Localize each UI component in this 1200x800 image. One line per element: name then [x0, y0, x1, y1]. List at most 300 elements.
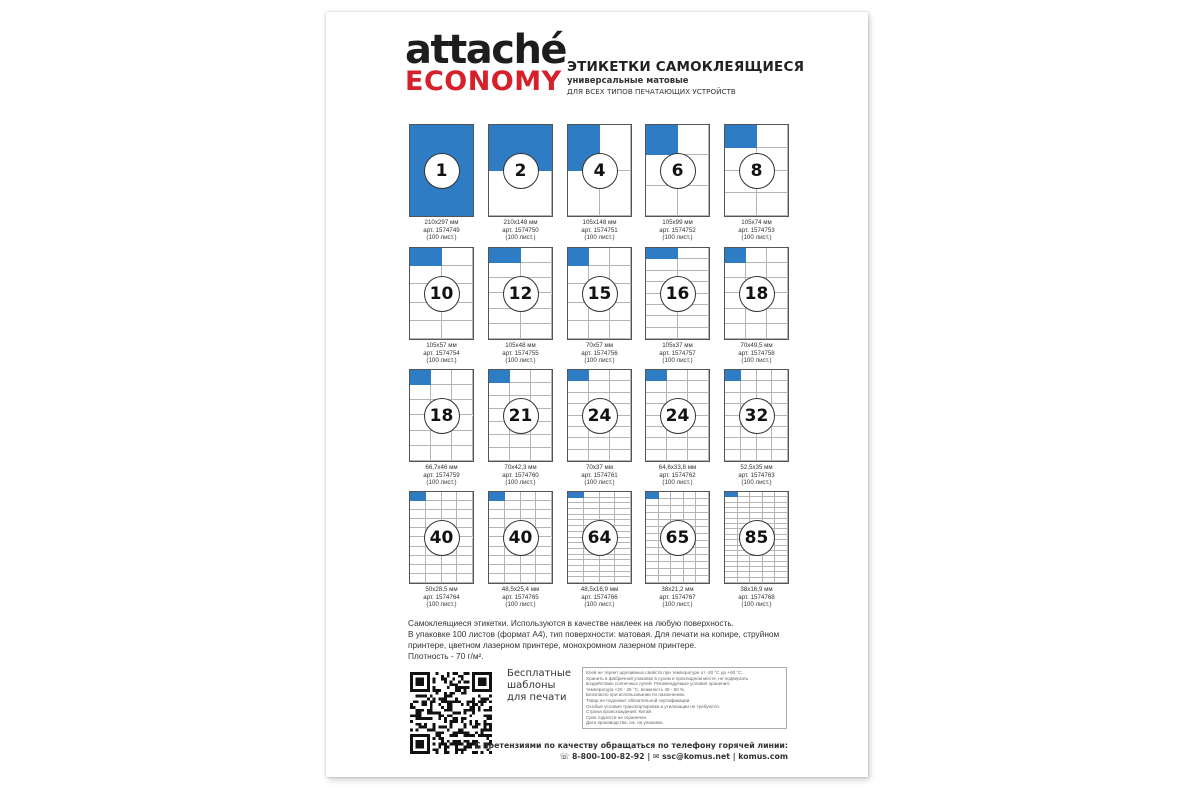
label-cell [521, 510, 537, 519]
caption-size: 50x28,5 мм [425, 586, 458, 593]
label-sheet-preview [567, 124, 632, 217]
info-line: температура +20 - 25 °С, влажность 40 - 50 %. [586, 686, 686, 692]
label-cell [684, 506, 697, 513]
label-cell [536, 501, 552, 510]
label-format-item [567, 491, 647, 609]
label-count-badge: 24 [582, 398, 618, 434]
label-cell [489, 556, 505, 565]
label-cell [725, 309, 746, 324]
label-cell [646, 527, 659, 534]
label-cell [725, 263, 746, 278]
label-cell [568, 577, 584, 583]
label-cell [568, 450, 589, 461]
label-count-badge: 12 [503, 276, 539, 312]
label-cell [646, 555, 659, 562]
caption-art: арт. 1574768 [738, 593, 775, 601]
label-cell [696, 534, 709, 541]
label-count-badge: 40 [424, 520, 460, 556]
label-cell [457, 574, 473, 583]
label-cell [489, 324, 521, 339]
highlighted-label-cell [568, 370, 589, 381]
caption-art: арт. 1574753 [738, 226, 775, 234]
caption-size: 66,7x46 мм [425, 464, 458, 471]
caption-pack: (100 лист.) [584, 357, 615, 364]
label-cell [584, 577, 600, 583]
label-cell [667, 370, 688, 381]
label-cell [489, 383, 510, 396]
free-templates-line: Бесплатные [507, 668, 571, 679]
label-format-caption [488, 342, 553, 365]
label-count-badge: 10 [424, 276, 460, 312]
caption-art: арт. 1574757 [659, 349, 696, 357]
caption-pack: (100 лист.) [741, 357, 772, 364]
label-cell [725, 381, 741, 392]
label-cell [521, 501, 537, 510]
label-cell [688, 438, 709, 449]
label-cell [589, 381, 610, 392]
label-count-badge: 16 [660, 276, 696, 312]
label-sheet-preview [488, 369, 553, 462]
label-cell [646, 427, 667, 438]
label-cell [696, 576, 709, 583]
label-cell [646, 259, 678, 270]
label-format-caption [409, 342, 474, 365]
brand-logo-top: attaché [405, 27, 567, 73]
caption-size: 64,6x33,8 мм [658, 464, 697, 471]
label-cell [610, 427, 631, 438]
label-cell [442, 321, 474, 339]
info-line: Хранить в фабричной упаковке в сухом и прохладном месте, не подвергать [586, 675, 749, 681]
label-cell [646, 499, 659, 506]
caption-pack: (100 лист.) [662, 479, 693, 486]
label-cell [659, 576, 672, 583]
label-cell [772, 416, 788, 427]
label-cell [696, 555, 709, 562]
info-line: Товар не подлежит обязательной сертификации. [586, 697, 691, 703]
label-format-caption [409, 219, 474, 242]
label-count-badge: 2 [503, 153, 539, 189]
label-cell [536, 565, 552, 574]
label-cell [646, 562, 659, 569]
label-cell [521, 324, 553, 339]
label-cell [457, 501, 473, 510]
label-cell [521, 556, 537, 565]
caption-art: арт. 1574761 [581, 471, 618, 479]
label-cell [521, 248, 553, 263]
label-cell [536, 556, 552, 565]
label-cell [646, 548, 659, 555]
label-cell [489, 547, 505, 556]
label-sheet-preview [567, 369, 632, 462]
label-cell [452, 446, 473, 461]
caption-size: 105x99 мм [662, 219, 693, 226]
label-cell [489, 501, 505, 510]
info-line: Особые условия транспортировки и утилизации не требуются. [586, 703, 721, 709]
caption-pack: (100 лист.) [505, 479, 536, 486]
caption-size: 48,5x25,4 мм [501, 586, 540, 593]
caption-size: 210x297 мм [424, 219, 459, 226]
caption-pack: (100 лист.) [662, 357, 693, 364]
label-cell [757, 370, 773, 381]
label-cell [442, 492, 458, 501]
caption-art: арт. 1574763 [738, 471, 775, 479]
label-cell [610, 393, 631, 404]
label-count-badge: 18 [424, 398, 460, 434]
highlighted-label-cell [646, 125, 678, 155]
label-format-caption [645, 586, 710, 609]
label-cell [431, 446, 452, 461]
label-sheet-preview [724, 247, 789, 340]
label-cell [489, 574, 505, 583]
caption-size: 38x16,9 мм [740, 586, 773, 593]
label-cell [589, 450, 610, 461]
label-format-item [645, 124, 725, 242]
label-cell [684, 513, 697, 520]
label-format-item [567, 369, 647, 487]
label-cell [646, 534, 659, 541]
label-cell [684, 499, 697, 506]
label-cell [738, 578, 751, 583]
label-count-badge: 24 [660, 398, 696, 434]
label-format-item [567, 247, 647, 365]
label-cell [757, 450, 773, 461]
caption-pack: (100 лист.) [584, 601, 615, 608]
label-cell [659, 499, 672, 506]
highlighted-label-cell [489, 492, 505, 501]
label-cell [457, 556, 473, 565]
label-cell [772, 438, 788, 449]
label-cell [410, 321, 442, 339]
label-cell [646, 541, 659, 548]
description-line: принтере, цветном лазерном принтере, монохромном лазерном принтере. [408, 640, 697, 650]
label-catalog-page [326, 12, 868, 777]
label-cell [442, 556, 458, 565]
label-sheet-preview [645, 247, 710, 340]
label-format-item [409, 124, 489, 242]
label-sheet-preview [409, 247, 474, 340]
label-cell [659, 562, 672, 569]
free-templates-label [507, 668, 571, 704]
label-sheet-preview [409, 369, 474, 462]
label-cell [646, 316, 678, 327]
label-cell [536, 538, 552, 547]
label-count-badge: 15 [582, 276, 618, 312]
label-cell [772, 427, 788, 438]
highlighted-label-cell [410, 248, 442, 266]
caption-art: арт. 1574754 [423, 349, 460, 357]
label-cell [696, 548, 709, 555]
label-cell [696, 499, 709, 506]
description-line: Самоклеящиеся этикетки. Используются в качестве наклеек на любую поверхность. [408, 618, 734, 628]
caption-size: 70x57 мм [585, 342, 614, 349]
label-cell [536, 528, 552, 537]
label-cell [750, 578, 763, 583]
label-cell [671, 492, 684, 499]
label-cell [505, 510, 521, 519]
hotline-text: С претензиями по качеству обращаться по телефону горячей линии: [474, 741, 788, 750]
label-format-caption [488, 464, 553, 487]
label-format-item [645, 491, 725, 609]
label-cell [646, 381, 667, 392]
product-description [408, 618, 808, 662]
label-cell [767, 263, 788, 278]
label-format-caption [645, 464, 710, 487]
label-cell [684, 555, 697, 562]
caption-pack: (100 лист.) [584, 479, 615, 486]
label-sheet-preview [724, 369, 789, 462]
label-format-caption [724, 464, 789, 487]
label-format-item [488, 247, 568, 365]
label-cell [426, 565, 442, 574]
label-cell [568, 438, 589, 449]
label-cell [646, 520, 659, 527]
label-cell [767, 309, 788, 324]
label-cell [610, 381, 631, 392]
label-count-badge: 32 [739, 398, 775, 434]
label-format-caption [724, 219, 789, 242]
label-count-badge: 6 [660, 153, 696, 189]
label-format-caption [567, 219, 632, 242]
label-count-badge: 18 [739, 276, 775, 312]
caption-art: арт. 1574762 [659, 471, 696, 479]
label-sheet-preview [488, 247, 553, 340]
label-cell [746, 248, 767, 263]
label-cell [671, 513, 684, 520]
label-cell [775, 578, 788, 583]
label-cell [426, 492, 442, 501]
label-cell [684, 569, 697, 576]
label-format-item [488, 369, 568, 487]
label-cell [457, 492, 473, 501]
label-cell [688, 370, 709, 381]
label-cell [667, 450, 688, 461]
label-sheet-preview [488, 491, 553, 584]
label-format-caption [645, 219, 710, 242]
label-cell [610, 438, 631, 449]
label-cell [671, 499, 684, 506]
caption-art: арт. 1574750 [502, 226, 539, 234]
label-cell [696, 506, 709, 513]
label-cell [410, 574, 426, 583]
label-cell [536, 574, 552, 583]
caption-art: арт. 1574755 [502, 349, 539, 357]
label-cell [741, 381, 757, 392]
highlighted-label-cell [725, 125, 757, 148]
product-title: ЭТИКЕТКИ САМОКЛЕЯЩИЕСЯ [567, 59, 805, 75]
label-cell [684, 562, 697, 569]
caption-size: 105x57 мм [426, 342, 457, 349]
label-format-item [724, 369, 804, 487]
label-cell [746, 324, 767, 339]
label-format-caption [724, 586, 789, 609]
label-count-badge: 1 [424, 153, 460, 189]
label-sheet-preview [724, 124, 789, 217]
label-format-caption [409, 586, 474, 609]
caption-pack: (100 лист.) [662, 234, 693, 241]
label-cell [696, 569, 709, 576]
label-cell [684, 492, 697, 499]
label-cell [505, 492, 521, 501]
label-cell [688, 381, 709, 392]
label-cell [725, 193, 757, 216]
caption-pack: (100 лист.) [505, 234, 536, 241]
info-line: Дата производства: см. на упаковке. [586, 720, 664, 726]
caption-size: 105x37 мм [662, 342, 693, 349]
label-cell [772, 370, 788, 381]
label-cell [684, 576, 697, 583]
label-format-item [724, 124, 804, 242]
label-cell [410, 519, 426, 528]
label-cell [568, 427, 589, 438]
label-cell [452, 370, 473, 385]
label-cell [646, 393, 667, 404]
label-cell [646, 186, 678, 216]
description-line: Плотность - 70 г/м². [408, 651, 484, 661]
label-cell [457, 538, 473, 547]
label-cell [442, 501, 458, 510]
label-cell [410, 385, 431, 400]
label-cell [671, 562, 684, 569]
caption-art: арт. 1574759 [423, 471, 460, 479]
label-cell [600, 577, 616, 583]
caption-size: 48,5x16,9 мм [580, 586, 619, 593]
label-sheet-preview [724, 491, 789, 584]
caption-pack: (100 лист.) [662, 601, 693, 608]
label-cell [646, 438, 667, 449]
caption-size: 38x21,2 мм [661, 586, 694, 593]
label-cell [646, 513, 659, 520]
highlighted-label-cell [646, 370, 667, 381]
label-cell [667, 381, 688, 392]
highlighted-label-cell [568, 248, 589, 266]
label-cell [489, 565, 505, 574]
label-cell [646, 576, 659, 583]
label-cell [589, 321, 610, 339]
label-cell [646, 328, 678, 339]
label-format-item [645, 247, 725, 365]
label-cell [426, 501, 442, 510]
label-cell [772, 393, 788, 404]
highlighted-label-cell [489, 248, 521, 263]
label-cell [659, 569, 672, 576]
label-cell [696, 541, 709, 548]
caption-art: арт. 1574758 [738, 349, 775, 357]
label-cell [489, 448, 510, 461]
label-cell [457, 547, 473, 556]
label-cell [410, 510, 426, 519]
label-cell [536, 519, 552, 528]
info-line: Безопасно при использовании по назначению. [586, 692, 686, 698]
label-cell [725, 427, 741, 438]
label-cell [589, 370, 610, 381]
label-cell [772, 450, 788, 461]
description-line: В упаковке 100 листов (формат А4), тип поверхности: матовая. Для печати на копире, струйном [408, 629, 780, 639]
label-format-item [724, 247, 804, 365]
label-sheet-preview [488, 124, 553, 217]
label-cell [696, 513, 709, 520]
label-cell [568, 393, 589, 404]
label-cell [678, 186, 710, 216]
label-sheet-preview [645, 124, 710, 217]
label-cell [678, 316, 710, 327]
caption-pack: (100 лист.) [426, 357, 457, 364]
label-cell [610, 248, 631, 266]
label-cell [531, 448, 552, 461]
label-format-caption [567, 586, 632, 609]
caption-pack: (100 лист.) [505, 601, 536, 608]
brand-logo-bottom: ECONOMY [405, 66, 562, 97]
label-cell [725, 578, 738, 583]
label-cell [452, 431, 473, 446]
label-cell [426, 574, 442, 583]
free-templates-line: для печати [507, 692, 567, 703]
caption-size: 105x148 мм [582, 219, 617, 226]
label-cell [431, 370, 452, 385]
label-cell [741, 438, 757, 449]
label-count-badge: 40 [503, 520, 539, 556]
label-sheet-preview [409, 124, 474, 217]
label-cell [589, 248, 610, 266]
label-cell [610, 370, 631, 381]
info-line: Клей не теряет адгезивных свойств при температуре от -20 °С до +60 °С. [586, 670, 743, 675]
label-cell [763, 578, 776, 583]
label-cell [489, 510, 505, 519]
label-cell [696, 520, 709, 527]
highlighted-label-cell [646, 492, 659, 499]
label-format-caption [409, 464, 474, 487]
label-cell [457, 519, 473, 528]
label-format-item [409, 247, 489, 365]
label-cell [646, 450, 667, 461]
label-cell [659, 492, 672, 499]
caption-art: арт. 1574765 [502, 593, 539, 601]
caption-pack: (100 лист.) [584, 234, 615, 241]
label-format-item [409, 491, 489, 609]
label-format-item [488, 124, 568, 242]
label-cell [410, 501, 426, 510]
label-cell [410, 431, 431, 446]
label-cell [741, 370, 757, 381]
highlighted-label-cell [725, 370, 741, 381]
label-cell [426, 556, 442, 565]
label-cell [725, 450, 741, 461]
label-cell [410, 556, 426, 565]
label-cell [767, 248, 788, 263]
caption-pack: (100 лист.) [741, 234, 772, 241]
label-cell [510, 448, 531, 461]
label-cell [531, 435, 552, 448]
label-cell [671, 569, 684, 576]
caption-size: 70x37 мм [585, 464, 614, 471]
caption-art: арт. 1574766 [581, 593, 618, 601]
label-cell [521, 565, 537, 574]
info-line: Срок годности не ограничен. [586, 714, 648, 720]
caption-pack: (100 лист.) [426, 234, 457, 241]
highlighted-label-cell [410, 492, 426, 501]
label-cell [457, 510, 473, 519]
label-cell [489, 519, 505, 528]
highlighted-label-cell [646, 248, 678, 259]
label-count-badge: 64 [582, 520, 618, 556]
label-sheet-preview [645, 369, 710, 462]
product-title-block [567, 59, 804, 96]
product-subtitle-devices: ДЛЯ ВСЕХ ТИПОВ ПЕЧАТАЮЩИХ УСТРОЙСТВ [567, 87, 736, 96]
label-cell [531, 383, 552, 396]
label-cell [671, 506, 684, 513]
label-cell [510, 435, 531, 448]
label-cell [536, 547, 552, 556]
label-cell [688, 393, 709, 404]
